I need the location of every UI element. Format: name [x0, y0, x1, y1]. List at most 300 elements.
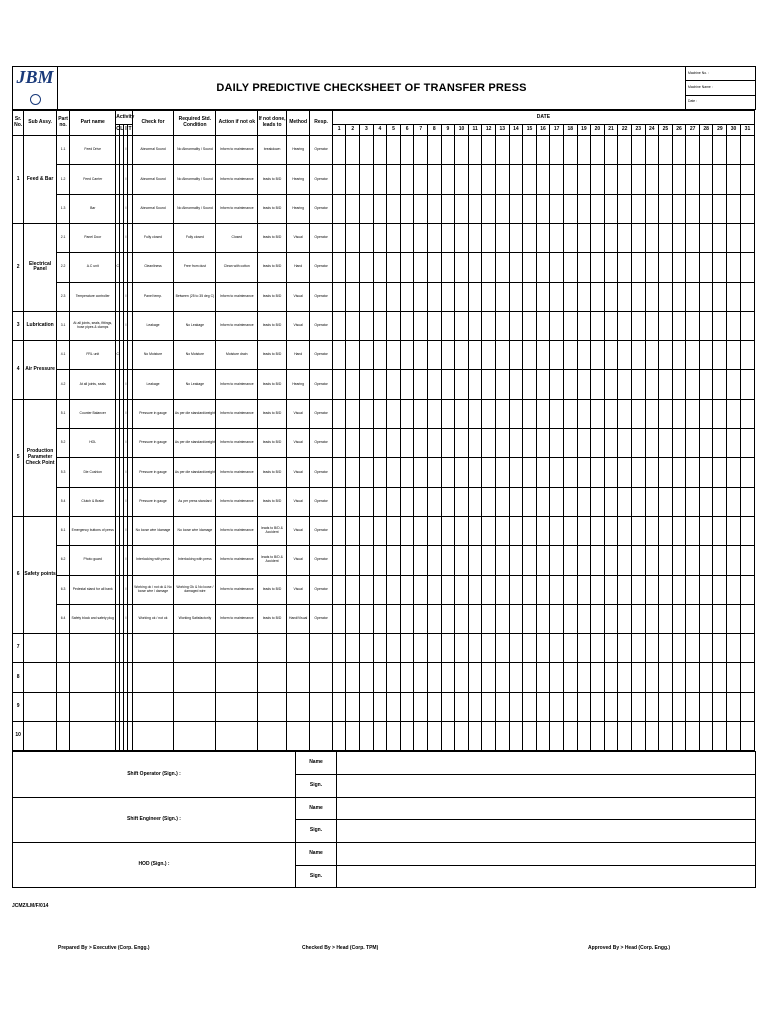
day-cell[interactable]	[428, 722, 442, 751]
day-cell[interactable]	[618, 253, 632, 282]
day-cell[interactable]	[550, 429, 564, 458]
day-cell[interactable]	[550, 341, 564, 370]
day-cell[interactable]	[672, 663, 686, 692]
day-cell[interactable]	[495, 165, 509, 194]
day-cell[interactable]	[550, 546, 564, 575]
day-cell[interactable]	[713, 604, 727, 633]
day-cell[interactable]	[577, 458, 591, 487]
day-cell[interactable]	[727, 575, 741, 604]
day-cell[interactable]	[699, 692, 713, 721]
day-cell[interactable]	[550, 634, 564, 663]
day-cell[interactable]	[699, 399, 713, 428]
day-cell[interactable]	[618, 341, 632, 370]
day-cell[interactable]	[495, 223, 509, 252]
day-cell[interactable]	[373, 663, 387, 692]
day-cell[interactable]	[414, 136, 428, 165]
day-cell[interactable]	[713, 575, 727, 604]
day-cell[interactable]	[346, 399, 360, 428]
day-cell[interactable]	[360, 341, 374, 370]
day-cell[interactable]	[563, 223, 577, 252]
day-cell[interactable]	[360, 253, 374, 282]
day-cell[interactable]	[686, 253, 700, 282]
day-cell[interactable]	[360, 692, 374, 721]
day-cell[interactable]	[740, 399, 754, 428]
day-cell[interactable]	[441, 692, 455, 721]
day-cell[interactable]	[360, 575, 374, 604]
day-cell[interactable]	[468, 194, 482, 223]
day-cell[interactable]	[686, 136, 700, 165]
day-cell[interactable]	[387, 223, 401, 252]
day-cell[interactable]	[699, 722, 713, 751]
day-cell[interactable]	[645, 458, 659, 487]
day-cell[interactable]	[713, 311, 727, 340]
day-cell[interactable]	[550, 136, 564, 165]
day-cell[interactable]	[400, 311, 414, 340]
day-cell[interactable]	[468, 604, 482, 633]
day-cell[interactable]	[618, 311, 632, 340]
day-cell[interactable]	[740, 429, 754, 458]
day-cell[interactable]	[645, 136, 659, 165]
day-cell[interactable]	[550, 194, 564, 223]
day-cell[interactable]	[713, 341, 727, 370]
day-cell[interactable]	[604, 399, 618, 428]
day-cell[interactable]	[699, 282, 713, 311]
day-cell[interactable]	[441, 311, 455, 340]
day-cell[interactable]	[577, 634, 591, 663]
day-cell[interactable]	[482, 429, 496, 458]
day-cell[interactable]	[672, 429, 686, 458]
day-cell[interactable]	[400, 370, 414, 399]
day-cell[interactable]	[659, 223, 673, 252]
day-cell[interactable]	[618, 194, 632, 223]
day-cell[interactable]	[645, 722, 659, 751]
day-cell[interactable]	[645, 487, 659, 516]
day-cell[interactable]	[536, 722, 550, 751]
day-cell[interactable]	[577, 282, 591, 311]
day-cell[interactable]	[536, 136, 550, 165]
day-cell[interactable]	[441, 546, 455, 575]
day-cell[interactable]	[727, 253, 741, 282]
day-cell[interactable]	[509, 722, 523, 751]
day-cell[interactable]	[686, 223, 700, 252]
day-cell[interactable]	[400, 487, 414, 516]
day-cell[interactable]	[659, 136, 673, 165]
empty-cell[interactable]	[174, 722, 216, 751]
day-cell[interactable]	[428, 399, 442, 428]
day-cell[interactable]	[400, 399, 414, 428]
day-cell[interactable]	[360, 429, 374, 458]
day-cell[interactable]	[727, 399, 741, 428]
day-cell[interactable]	[509, 282, 523, 311]
day-cell[interactable]	[577, 311, 591, 340]
day-cell[interactable]	[713, 399, 727, 428]
day-cell[interactable]	[428, 341, 442, 370]
day-cell[interactable]	[495, 429, 509, 458]
day-cell[interactable]	[727, 663, 741, 692]
day-cell[interactable]	[495, 546, 509, 575]
day-cell[interactable]	[713, 282, 727, 311]
day-cell[interactable]	[672, 311, 686, 340]
day-cell[interactable]	[346, 429, 360, 458]
day-cell[interactable]	[577, 194, 591, 223]
day-cell[interactable]	[428, 136, 442, 165]
day-cell[interactable]	[373, 692, 387, 721]
day-cell[interactable]	[536, 634, 550, 663]
day-cell[interactable]	[468, 399, 482, 428]
day-cell[interactable]	[550, 516, 564, 545]
day-cell[interactable]	[414, 429, 428, 458]
day-cell[interactable]	[428, 604, 442, 633]
day-cell[interactable]	[360, 282, 374, 311]
day-cell[interactable]	[591, 136, 605, 165]
empty-cell[interactable]	[216, 722, 258, 751]
day-cell[interactable]	[631, 692, 645, 721]
day-cell[interactable]	[455, 370, 469, 399]
empty-cell[interactable]	[132, 663, 174, 692]
day-cell[interactable]	[550, 663, 564, 692]
day-cell[interactable]	[563, 136, 577, 165]
day-cell[interactable]	[428, 575, 442, 604]
day-cell[interactable]	[672, 692, 686, 721]
day-cell[interactable]	[631, 253, 645, 282]
day-cell[interactable]	[509, 663, 523, 692]
day-cell[interactable]	[563, 516, 577, 545]
day-cell[interactable]	[577, 429, 591, 458]
day-cell[interactable]	[563, 165, 577, 194]
day-cell[interactable]	[713, 516, 727, 545]
day-cell[interactable]	[699, 634, 713, 663]
day-cell[interactable]	[523, 487, 537, 516]
day-cell[interactable]	[699, 136, 713, 165]
day-cell[interactable]	[536, 604, 550, 633]
day-cell[interactable]	[645, 546, 659, 575]
day-cell[interactable]	[441, 194, 455, 223]
day-cell[interactable]	[387, 546, 401, 575]
day-cell[interactable]	[387, 575, 401, 604]
day-cell[interactable]	[591, 223, 605, 252]
day-cell[interactable]	[631, 663, 645, 692]
day-cell[interactable]	[523, 604, 537, 633]
day-cell[interactable]	[713, 722, 727, 751]
day-cell[interactable]	[577, 223, 591, 252]
day-cell[interactable]	[482, 341, 496, 370]
day-cell[interactable]	[482, 282, 496, 311]
day-cell[interactable]	[699, 370, 713, 399]
day-cell[interactable]	[441, 370, 455, 399]
day-cell[interactable]	[727, 722, 741, 751]
day-cell[interactable]	[686, 311, 700, 340]
day-cell[interactable]	[455, 663, 469, 692]
day-cell[interactable]	[441, 136, 455, 165]
day-cell[interactable]	[672, 253, 686, 282]
day-cell[interactable]	[495, 722, 509, 751]
day-cell[interactable]	[536, 399, 550, 428]
day-cell[interactable]	[604, 194, 618, 223]
day-cell[interactable]	[455, 458, 469, 487]
day-cell[interactable]	[577, 692, 591, 721]
day-cell[interactable]	[591, 722, 605, 751]
day-cell[interactable]	[591, 487, 605, 516]
day-cell[interactable]	[332, 223, 346, 252]
day-cell[interactable]	[414, 399, 428, 428]
day-cell[interactable]	[482, 458, 496, 487]
day-cell[interactable]	[482, 194, 496, 223]
day-cell[interactable]	[428, 458, 442, 487]
day-cell[interactable]	[523, 282, 537, 311]
day-cell[interactable]	[495, 663, 509, 692]
day-cell[interactable]	[563, 634, 577, 663]
day-cell[interactable]	[659, 487, 673, 516]
day-cell[interactable]	[523, 575, 537, 604]
day-cell[interactable]	[495, 341, 509, 370]
day-cell[interactable]	[536, 516, 550, 545]
day-cell[interactable]	[591, 194, 605, 223]
day-cell[interactable]	[713, 429, 727, 458]
day-cell[interactable]	[645, 194, 659, 223]
day-cell[interactable]	[414, 722, 428, 751]
day-cell[interactable]	[414, 282, 428, 311]
day-cell[interactable]	[455, 311, 469, 340]
day-cell[interactable]	[373, 516, 387, 545]
day-cell[interactable]	[740, 194, 754, 223]
day-cell[interactable]	[631, 223, 645, 252]
day-cell[interactable]	[618, 136, 632, 165]
day-cell[interactable]	[631, 311, 645, 340]
day-cell[interactable]	[495, 194, 509, 223]
day-cell[interactable]	[672, 370, 686, 399]
day-cell[interactable]	[346, 253, 360, 282]
day-cell[interactable]	[631, 458, 645, 487]
day-cell[interactable]	[591, 399, 605, 428]
day-cell[interactable]	[468, 136, 482, 165]
day-cell[interactable]	[618, 370, 632, 399]
day-cell[interactable]	[468, 311, 482, 340]
day-cell[interactable]	[428, 546, 442, 575]
day-cell[interactable]	[686, 429, 700, 458]
day-cell[interactable]	[618, 165, 632, 194]
day-cell[interactable]	[740, 223, 754, 252]
day-cell[interactable]	[563, 692, 577, 721]
day-cell[interactable]	[550, 575, 564, 604]
day-cell[interactable]	[387, 692, 401, 721]
day-cell[interactable]	[618, 575, 632, 604]
day-cell[interactable]	[740, 546, 754, 575]
day-cell[interactable]	[332, 341, 346, 370]
day-cell[interactable]	[659, 399, 673, 428]
day-cell[interactable]	[360, 546, 374, 575]
day-cell[interactable]	[618, 282, 632, 311]
day-cell[interactable]	[441, 722, 455, 751]
day-cell[interactable]	[672, 546, 686, 575]
day-cell[interactable]	[414, 487, 428, 516]
day-cell[interactable]	[631, 341, 645, 370]
day-cell[interactable]	[618, 487, 632, 516]
day-cell[interactable]	[740, 487, 754, 516]
day-cell[interactable]	[468, 370, 482, 399]
day-cell[interactable]	[360, 634, 374, 663]
day-cell[interactable]	[373, 722, 387, 751]
day-cell[interactable]	[428, 282, 442, 311]
day-cell[interactable]	[332, 165, 346, 194]
day-cell[interactable]	[441, 282, 455, 311]
day-cell[interactable]	[604, 575, 618, 604]
day-cell[interactable]	[495, 487, 509, 516]
day-cell[interactable]	[373, 165, 387, 194]
day-cell[interactable]	[727, 634, 741, 663]
day-cell[interactable]	[740, 575, 754, 604]
empty-cell[interactable]	[24, 663, 57, 692]
day-cell[interactable]	[618, 429, 632, 458]
day-cell[interactable]	[727, 370, 741, 399]
day-cell[interactable]	[400, 722, 414, 751]
day-cell[interactable]	[482, 663, 496, 692]
day-cell[interactable]	[332, 429, 346, 458]
day-cell[interactable]	[360, 516, 374, 545]
empty-cell[interactable]	[286, 663, 310, 692]
day-cell[interactable]	[346, 194, 360, 223]
day-cell[interactable]	[346, 604, 360, 633]
day-cell[interactable]	[686, 692, 700, 721]
empty-cell[interactable]	[132, 722, 174, 751]
day-cell[interactable]	[414, 311, 428, 340]
day-cell[interactable]	[373, 136, 387, 165]
signature-field[interactable]	[337, 865, 756, 888]
day-cell[interactable]	[482, 575, 496, 604]
empty-cell[interactable]	[310, 722, 332, 751]
day-cell[interactable]	[645, 370, 659, 399]
day-cell[interactable]	[645, 429, 659, 458]
day-cell[interactable]	[332, 604, 346, 633]
day-cell[interactable]	[631, 282, 645, 311]
day-cell[interactable]	[563, 487, 577, 516]
day-cell[interactable]	[373, 604, 387, 633]
day-cell[interactable]	[441, 253, 455, 282]
day-cell[interactable]	[441, 399, 455, 428]
day-cell[interactable]	[428, 165, 442, 194]
day-cell[interactable]	[373, 223, 387, 252]
day-cell[interactable]	[686, 634, 700, 663]
day-cell[interactable]	[659, 722, 673, 751]
empty-cell[interactable]	[70, 663, 116, 692]
day-cell[interactable]	[332, 634, 346, 663]
day-cell[interactable]	[659, 575, 673, 604]
day-cell[interactable]	[360, 136, 374, 165]
day-cell[interactable]	[563, 722, 577, 751]
signature-field[interactable]	[337, 843, 756, 866]
day-cell[interactable]	[455, 136, 469, 165]
day-cell[interactable]	[591, 458, 605, 487]
day-cell[interactable]	[509, 429, 523, 458]
day-cell[interactable]	[482, 546, 496, 575]
day-cell[interactable]	[414, 341, 428, 370]
day-cell[interactable]	[373, 429, 387, 458]
day-cell[interactable]	[332, 458, 346, 487]
day-cell[interactable]	[577, 341, 591, 370]
day-cell[interactable]	[550, 692, 564, 721]
day-cell[interactable]	[387, 253, 401, 282]
day-cell[interactable]	[495, 399, 509, 428]
day-cell[interactable]	[577, 370, 591, 399]
day-cell[interactable]	[509, 223, 523, 252]
day-cell[interactable]	[414, 604, 428, 633]
day-cell[interactable]	[346, 311, 360, 340]
day-cell[interactable]	[468, 546, 482, 575]
day-cell[interactable]	[441, 487, 455, 516]
day-cell[interactable]	[495, 458, 509, 487]
day-cell[interactable]	[699, 194, 713, 223]
empty-cell[interactable]	[70, 634, 116, 663]
day-cell[interactable]	[591, 692, 605, 721]
day-cell[interactable]	[332, 253, 346, 282]
day-cell[interactable]	[740, 341, 754, 370]
day-cell[interactable]	[523, 370, 537, 399]
day-cell[interactable]	[604, 282, 618, 311]
signature-field[interactable]	[337, 820, 756, 843]
day-cell[interactable]	[563, 458, 577, 487]
day-cell[interactable]	[509, 399, 523, 428]
day-cell[interactable]	[727, 311, 741, 340]
day-cell[interactable]	[468, 282, 482, 311]
day-cell[interactable]	[482, 399, 496, 428]
day-cell[interactable]	[699, 458, 713, 487]
day-cell[interactable]	[672, 575, 686, 604]
day-cell[interactable]	[346, 575, 360, 604]
day-cell[interactable]	[360, 487, 374, 516]
day-cell[interactable]	[604, 604, 618, 633]
day-cell[interactable]	[659, 194, 673, 223]
day-cell[interactable]	[563, 604, 577, 633]
day-cell[interactable]	[686, 341, 700, 370]
day-cell[interactable]	[495, 604, 509, 633]
day-cell[interactable]	[591, 516, 605, 545]
day-cell[interactable]	[727, 458, 741, 487]
day-cell[interactable]	[645, 282, 659, 311]
day-cell[interactable]	[699, 223, 713, 252]
day-cell[interactable]	[536, 458, 550, 487]
day-cell[interactable]	[482, 253, 496, 282]
day-cell[interactable]	[713, 194, 727, 223]
day-cell[interactable]	[332, 487, 346, 516]
day-cell[interactable]	[387, 458, 401, 487]
day-cell[interactable]	[441, 634, 455, 663]
day-cell[interactable]	[441, 165, 455, 194]
empty-cell[interactable]	[56, 663, 69, 692]
day-cell[interactable]	[618, 546, 632, 575]
day-cell[interactable]	[740, 370, 754, 399]
day-cell[interactable]	[346, 165, 360, 194]
empty-cell[interactable]	[56, 634, 69, 663]
day-cell[interactable]	[577, 722, 591, 751]
empty-cell[interactable]	[70, 722, 116, 751]
day-cell[interactable]	[332, 282, 346, 311]
day-cell[interactable]	[536, 370, 550, 399]
day-cell[interactable]	[332, 516, 346, 545]
day-cell[interactable]	[563, 341, 577, 370]
day-cell[interactable]	[550, 282, 564, 311]
day-cell[interactable]	[699, 253, 713, 282]
day-cell[interactable]	[699, 575, 713, 604]
day-cell[interactable]	[523, 223, 537, 252]
day-cell[interactable]	[686, 282, 700, 311]
day-cell[interactable]	[414, 516, 428, 545]
day-cell[interactable]	[604, 546, 618, 575]
day-cell[interactable]	[387, 282, 401, 311]
day-cell[interactable]	[699, 663, 713, 692]
day-cell[interactable]	[699, 429, 713, 458]
day-cell[interactable]	[428, 311, 442, 340]
day-cell[interactable]	[482, 692, 496, 721]
day-cell[interactable]	[699, 311, 713, 340]
